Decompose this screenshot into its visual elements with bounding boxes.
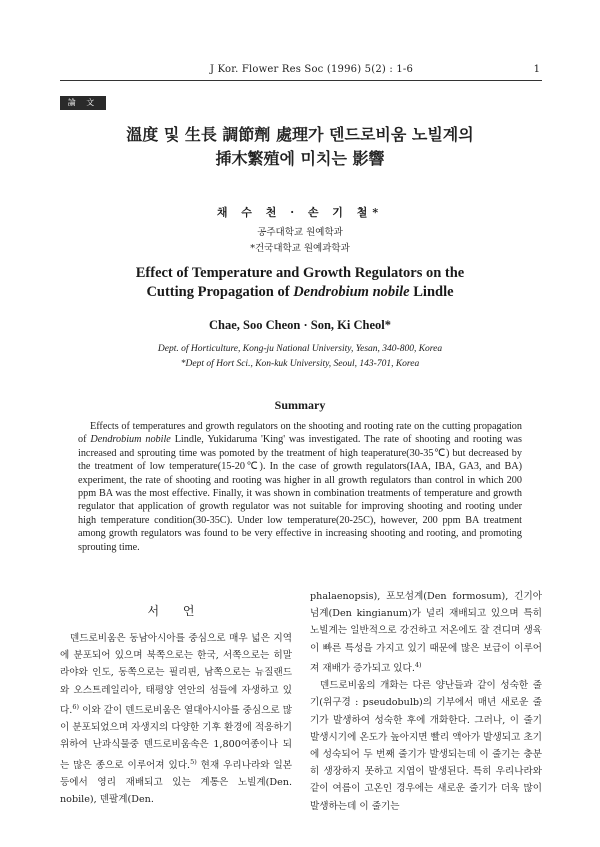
intro-left-paragraph xyxy=(60,630,292,808)
intro-heading: 서 언 xyxy=(147,604,205,618)
affiliation-english-1: Dept. of Horticulture, Kong-ju National University, Yesan, 340-800, Korea xyxy=(157,344,443,354)
summary-text xyxy=(78,420,522,554)
intro-left-text-3: 현재 우리나라와 일본 등에서 영리 재배되고 있는 계통은 노빌계(Den. nobile), 덴팔계(Den. xyxy=(60,759,292,806)
header-rule xyxy=(60,80,542,81)
journal-citation: J Kor. Flower Res Soc (1996) 5(2) : 1-6 xyxy=(210,64,414,75)
reference-marker: 4) xyxy=(414,660,422,669)
affiliation-english-2: *Dept of Hort Sci., Kon-kuk University, Seoul, 143-701, Korea xyxy=(180,359,420,369)
title-english-line2 xyxy=(60,283,540,301)
running-header xyxy=(60,64,540,80)
intro-right-paragraph-1 xyxy=(310,588,542,677)
authors-korean: 채 수 천 · 손 기 철* xyxy=(216,206,384,219)
page-number: 1 xyxy=(533,64,540,75)
affiliation-korean-1: 공주대학교 원예학과 xyxy=(257,227,343,238)
title-korean-line2: 揷木繁殖에 미치는 影響 xyxy=(215,149,385,168)
reference-marker: 6) xyxy=(72,702,79,711)
title-english-species: Dendrobium nobile xyxy=(293,284,410,300)
title-english-suffix: Lindle xyxy=(409,284,454,300)
summary-part1: Effects of temperatures and growth regulators on the shooting and rooting rate on the cutting propagation of xyxy=(78,421,522,446)
article-type-badge: 論 文 xyxy=(60,96,106,110)
title-korean-line1: 溫度 및 生長 調節劑 處理가 덴드로비움 노빌계의 xyxy=(126,125,474,144)
intro-right-text-1: phalaenopsis), 포모섬계(Den formosum), 긴기아넘계(Den kingianum)가 널리 재배되고 있으며 특히 노빌계는 일반적으로 강건하고 저온에도 잘 견디며 생육이 빠른 특성을 가지고 있기 때문에 많은 보급이 이루어져 재배가 증가되고 있다. xyxy=(310,591,542,674)
intro-left-column xyxy=(60,630,292,808)
intro-right-column xyxy=(310,588,542,815)
authors-english: Chae, Soo Cheon · Son, Ki Cheol* xyxy=(209,318,391,332)
title-english-prefix: Cutting Propagation of xyxy=(146,284,294,300)
summary-species: Dendrobium nobile xyxy=(90,434,171,446)
summary-part2: Lindle, Yukidaruma 'King' was investigated. The rate of shooting and rooting was increased and sprouting time was pomoted by the treatment of high teaperature(30-35℃) but decreased by the treatment of low temperature(15-20℃). In the case of growth regulators(IAA, IBA, GA3, and BA) experiment, the rate of shooting and rooting was higher in all growth regulators than control in which 200 ppm BA was the most effective. Finally, it was shown in combination treatments of temperature and growth regulator that application of growth regulator was not suitable for improving shooting and rooting under high temperature condition(30-35C). Under low temperature(20-25C), however, 200 ppm BA treatment among growth regulators was found to be very effective in increasing shooting and rooting, and promoting sprouting time. xyxy=(78,434,522,553)
reference-marker: 5) xyxy=(190,757,197,766)
intro-left-text-1: 덴드로비움은 동남아시아를 중심으로 매우 넓은 지역에 분포되어 있으며 북쪽으로는 한국, 서쪽으로는 히말라야와 인도, 동쪽으로는 필리핀, 남쪽으로는 뉴질랜드와 오스트레일리아, 태평양 연안의 섬들에 자생하고 있다. xyxy=(60,633,292,716)
summary-heading: Summary xyxy=(274,398,326,412)
intro-left-text-2: 이와 같이 덴드로비움은 열대아시아를 중심으로 많이 분포되었으며 자생지의 다양한 기후 환경에 적응하기 위하여 난과식물중 덴드로비움속은 1,800여종이나 되는 많은 종으로 이루어져 있다. xyxy=(60,705,292,771)
affiliation-korean-2: *건국대학교 원예과학과 xyxy=(250,243,350,254)
title-english-line1: Effect of Temperature and Growth Regulators on the xyxy=(135,265,465,281)
intro-right-paragraph-2: 덴드로비움의 개화는 다른 양난들과 같이 성숙한 줄기(위구경 : pseudobulb)의 기부에서 매년 새로운 줄기가 발생하여 성숙한 후에 개화한다. 그러나, 이 줄기 발생시기에 온도가 높아지면 빨리 액아가 발생되고 초기에 성숙되어 두 번째 줄기가 발생되는데 이 줄기는 충분히 생장하지 못하고 지엽이 발생된다. 특히 우리나라와 같이 여름이 고온인 경우에는 새로운 줄기가 더욱 많이 발생하는데 이 줄기는 xyxy=(310,680,542,812)
